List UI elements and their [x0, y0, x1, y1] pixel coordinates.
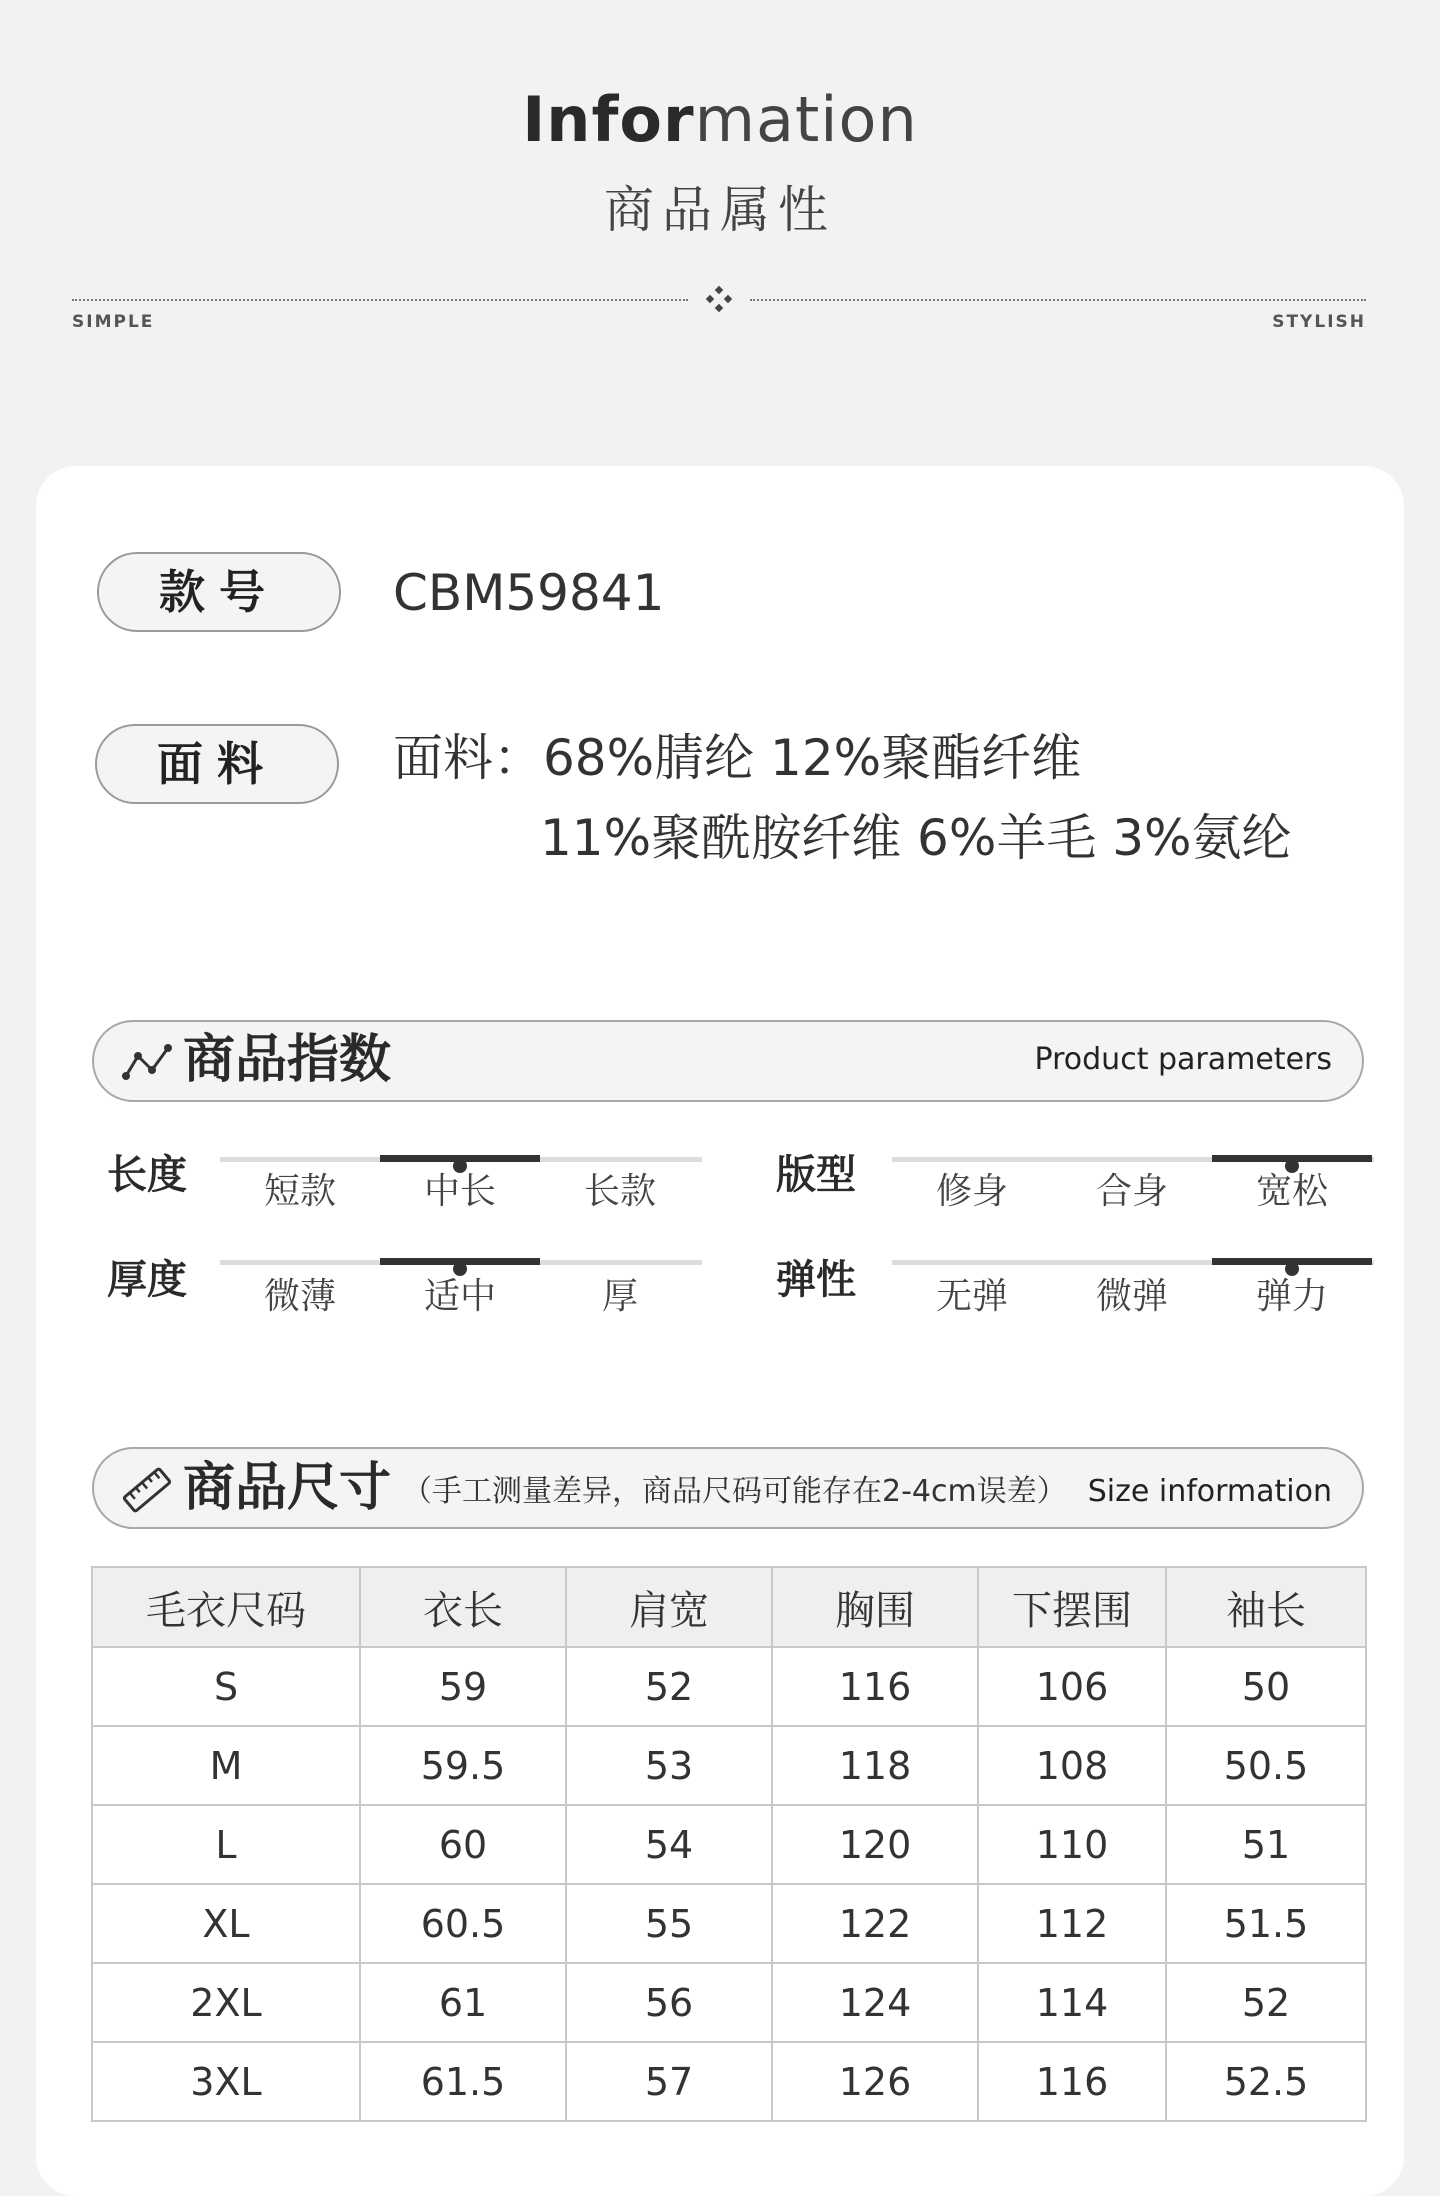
size-cell: XL [92, 1884, 360, 1963]
page-title [0, 82, 1440, 158]
table-row [92, 1805, 1366, 1884]
tag-stylish: STYLISH [1272, 312, 1366, 332]
param-option: 无弹 [935, 1276, 1008, 1317]
size-section-title: 商品尺寸 [183, 1458, 392, 1518]
measure-cell: 61.5 [360, 2042, 566, 2121]
measure-cell: 61 [360, 1963, 566, 2042]
size-section-en: Size information [1087, 1474, 1332, 1509]
param-scale-knob [453, 1262, 467, 1276]
param-option: 长款 [583, 1171, 656, 1212]
param-scale-track [220, 1260, 702, 1265]
attr-label-fabric: 面料 [95, 724, 339, 804]
table-header-cell: 毛衣尺码 [92, 1567, 360, 1647]
measure-cell: 57 [566, 2042, 772, 2121]
params-section-en: Product parameters [1034, 1042, 1332, 1077]
divider-left [72, 299, 688, 301]
measure-cell: 52.5 [1166, 2042, 1366, 2121]
size-cell: L [92, 1805, 360, 1884]
attr-value-style-no: CBM59841 [393, 564, 665, 622]
measure-cell: 126 [772, 2042, 978, 2121]
size-cell: 3XL [92, 2042, 360, 2121]
param-option: 微弹 [1095, 1276, 1168, 1317]
table-row [92, 1884, 1366, 1963]
table-header-cell: 衣长 [360, 1567, 566, 1647]
size-cell: 2XL [92, 1963, 360, 2042]
param-option: 中长 [423, 1171, 496, 1212]
measure-cell: 124 [772, 1963, 978, 2042]
measure-cell: 60.5 [360, 1884, 566, 1963]
measure-cell: 52 [566, 1647, 772, 1726]
param-option: 宽松 [1255, 1171, 1328, 1212]
page-subtitle: 商品属性 [604, 181, 836, 239]
table-row [92, 1726, 1366, 1805]
title-light: mation [694, 83, 918, 156]
measure-cell: 116 [772, 1647, 978, 1726]
measure-cell: 106 [978, 1647, 1166, 1726]
measure-cell: 122 [772, 1884, 978, 1963]
measure-cell: 51 [1166, 1805, 1366, 1884]
attr-value-fabric-line2: 11%聚酰胺纤维 6%羊毛 3%氨纶 [540, 809, 1292, 867]
measure-cell: 116 [978, 2042, 1166, 2121]
table-header-cell: 下摆围 [978, 1567, 1166, 1647]
param-scale-track [892, 1260, 1374, 1265]
param-label: 弹性 [776, 1257, 856, 1303]
measure-cell: 50 [1166, 1647, 1366, 1726]
measure-cell: 60 [360, 1805, 566, 1884]
param-option: 短款 [263, 1171, 336, 1212]
param-scale-track [220, 1157, 702, 1162]
param-option: 微薄 [263, 1276, 336, 1317]
measure-cell: 118 [772, 1726, 978, 1805]
measure-cell: 110 [978, 1805, 1166, 1884]
measure-cell: 50.5 [1166, 1726, 1366, 1805]
measure-cell: 120 [772, 1805, 978, 1884]
measure-cell: 114 [978, 1963, 1166, 2042]
measure-cell: 108 [978, 1726, 1166, 1805]
measure-cell: 51.5 [1166, 1884, 1366, 1963]
param-option: 厚 [601, 1276, 638, 1317]
title-bold: Infor [522, 83, 695, 156]
table-header-cell: 胸围 [772, 1567, 978, 1647]
table-header-cell: 肩宽 [566, 1567, 772, 1647]
param-scale-track [892, 1157, 1374, 1162]
size-cell: S [92, 1647, 360, 1726]
measure-cell: 55 [566, 1884, 772, 1963]
size-cell: M [92, 1726, 360, 1805]
measure-cell: 59.5 [360, 1726, 566, 1805]
attr-label-style-no: 款号 [97, 552, 341, 632]
param-option: 合身 [1095, 1171, 1168, 1212]
param-label: 长度 [107, 1152, 187, 1198]
param-option: 修身 [935, 1171, 1008, 1212]
measure-cell: 56 [566, 1963, 772, 2042]
table-row [92, 1963, 1366, 2042]
measure-cell: 53 [566, 1726, 772, 1805]
trend-line-icon [122, 1042, 172, 1082]
table-row [92, 1647, 1366, 1726]
measure-cell: 52 [1166, 1963, 1366, 2042]
param-label: 版型 [776, 1152, 856, 1198]
table-header-cell: 袖长 [1166, 1567, 1366, 1647]
table-row [92, 2042, 1366, 2121]
ruler-icon [122, 1467, 172, 1513]
param-scale-knob [1285, 1262, 1299, 1276]
params-section-title: 商品指数 [183, 1030, 392, 1090]
divider-right [750, 299, 1366, 301]
param-label: 厚度 [107, 1257, 187, 1303]
measure-cell: 59 [360, 1647, 566, 1726]
tag-simple: SIMPLE [72, 312, 155, 332]
param-option: 弹力 [1255, 1276, 1328, 1317]
size-table [91, 1566, 1367, 2122]
param-option: 适中 [423, 1276, 496, 1317]
diamond-ornament-icon [705, 285, 733, 313]
table-header-row [92, 1567, 1366, 1647]
measure-cell: 112 [978, 1884, 1166, 1963]
measure-cell: 54 [566, 1805, 772, 1884]
attr-value-fabric-line1: 面料：68%腈纶 12%聚酯纤维 [393, 729, 1082, 787]
size-section-note: （手工测量差异，商品尺码可能存在2-4cm误差） [402, 1474, 1067, 1509]
